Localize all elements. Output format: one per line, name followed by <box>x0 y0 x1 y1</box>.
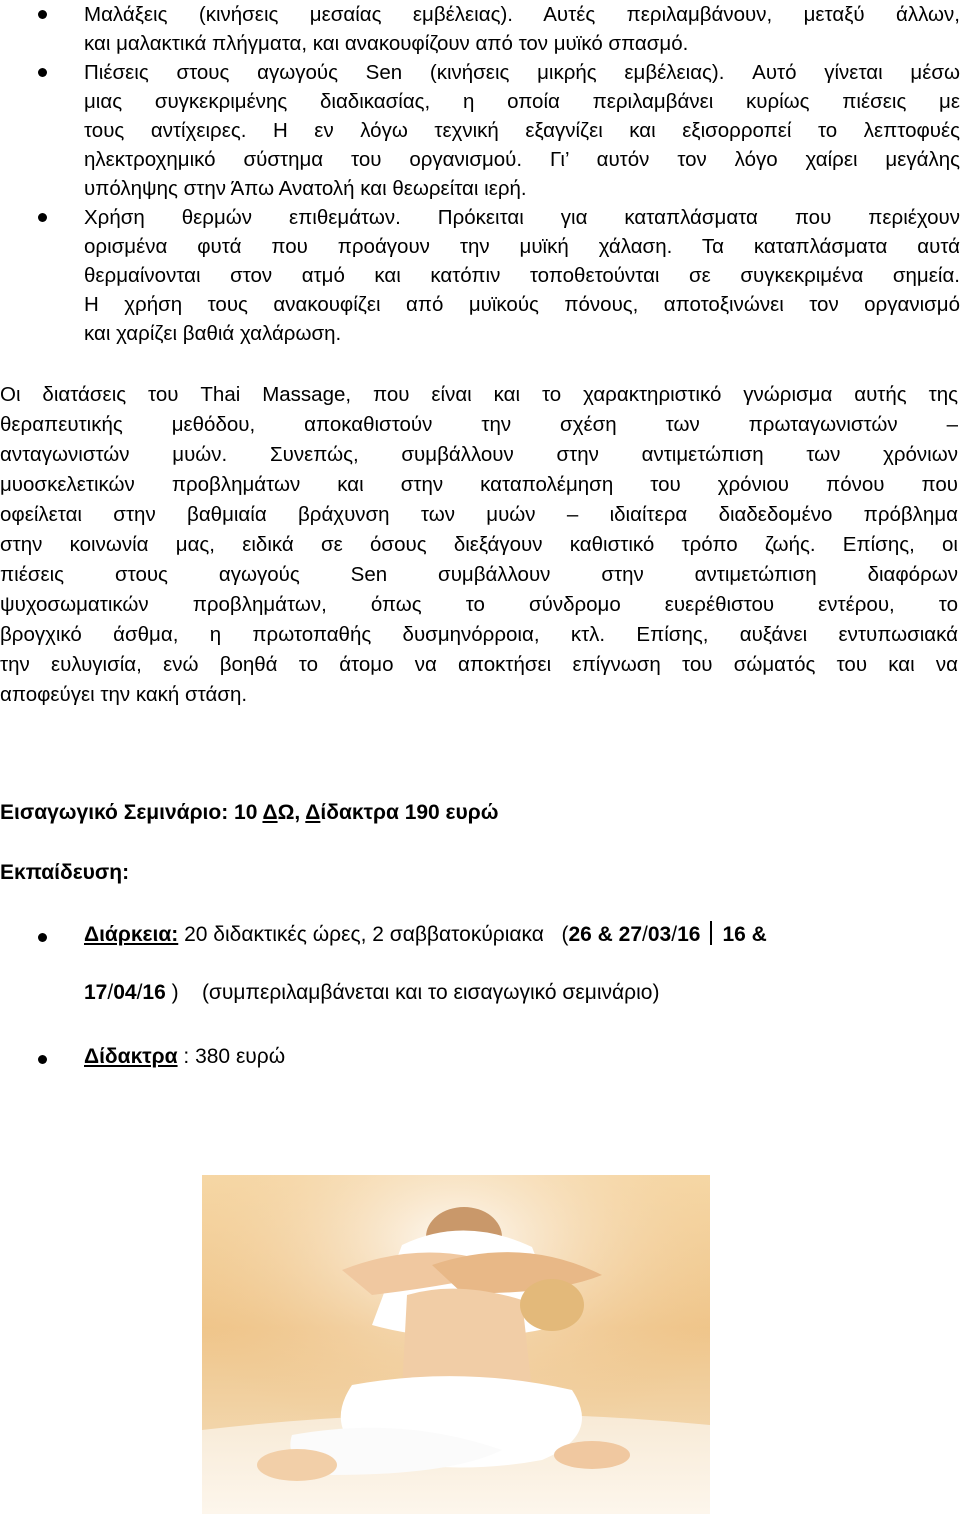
list-item-line: ηλεκτροχημικό σύστημα του οργανισμού. Γι’ αυτόν τον λόγο χαίρει μεγάλης <box>84 148 960 171</box>
separator-bar <box>710 921 712 945</box>
paragraph-line: μυοσκελετικών προβλημάτων και στην καταπολέμηση του χρόνιου πόνου που <box>0 473 958 496</box>
list-item-line: ορισμένα φυτά που προάγουν την μυϊκή χάλαση. Τα καταπλάσματα αυτά <box>84 235 960 258</box>
massage-illustration <box>202 1175 710 1514</box>
paragraph-line: βρογχικό άσθμα, η πρωτοπαθής δυσμηνόρροια, κτλ. Επίσης, αυξάνει εντυπωσιακά <box>0 623 958 646</box>
duration-date3-month: 04 <box>113 981 137 1004</box>
bullet-icon <box>38 10 47 19</box>
duration-line <box>84 920 938 950</box>
paragraph-line: ανταγωνιστών μυών. Συνεπώς, συμβάλλουν στην αντιμετώπιση των χρόνιων <box>0 443 958 466</box>
bullet-list-techniques <box>38 0 960 348</box>
bullet-icon <box>38 1055 47 1064</box>
list-item-line: υπόληψης στην Άπω Ανατολή και θεωρείται ιερή. <box>84 177 527 200</box>
paragraph-line: Οι διατάσεις του Thai Massage, που είναι και το χαρακτηριστικό γνώρισμα αυτής της <box>0 383 958 406</box>
list-item <box>38 58 960 203</box>
duration-line-2 <box>84 978 938 1008</box>
bullet-icon <box>38 933 47 942</box>
list-item-line: Η χρήση τους ανακουφίζει από μυϊκούς πόνους, αποτοξινώνει τον οργανισμό <box>84 293 960 316</box>
duration-date3-day: 17 <box>84 981 108 1004</box>
duration-slash: / <box>136 981 143 1004</box>
paragraph-line: αποφεύγει την κακή στάση. <box>0 683 248 706</box>
massage-photo <box>202 1175 710 1514</box>
duration-slash: / <box>642 923 648 946</box>
list-item-line: Μαλάξεις (κινήσεις μεσαίας εμβέλειας). Αυτές περιλαμβάνουν, μεταξύ άλλων, <box>84 3 960 26</box>
training-details-list <box>38 920 938 1072</box>
duration-close-paren: ) <box>165 981 179 1004</box>
list-item-line: και χαρίζει βαθιά χαλάρωση. <box>84 322 342 345</box>
list-item-line: μιας συγκεκριμένης διαδικασίας, η οποία περιλαμβάνει κυρίως πιέσεις με <box>84 90 960 113</box>
list-item-line: Χρήση θερμών επιθεμάτων. Πρόκειται για καταπλάσματα που περιέχουν <box>84 206 960 229</box>
list-item <box>38 203 960 348</box>
duration-slash: / <box>671 923 678 946</box>
bullet-icon <box>38 68 47 77</box>
duration-date3-year: 16 <box>142 981 166 1004</box>
bullet-icon <box>38 213 47 222</box>
seminar-fee-rest: ίδακτρα 190 ευρώ <box>320 801 499 824</box>
seminar-prefix: Εισαγωγικό Σεμινάριο: 10 <box>0 801 263 824</box>
duration-date1: 26 & 27 <box>568 923 643 946</box>
list-item-line: και μαλακτικά πλήγματα, και ανακουφίζουν από τον μυϊκό σπασμό. <box>84 32 689 55</box>
list-item-line: τους αντίχειρες. Η εν λόγω τεχνική εξαγνίζει και εξισορροπεί το λεπτοφυές <box>84 119 960 142</box>
seminar-hours-rest: Ω, <box>277 801 306 824</box>
duration-date1-month: 03 <box>647 923 672 946</box>
paragraph-line: οφείλεται στην βαθμιαία βράχυνση των μυών – ιδιαίτερα διαδεδομένο πρόβλημα <box>0 503 958 526</box>
duration-date2: 16 & <box>722 923 767 946</box>
duration-open-paren: ( <box>561 923 569 946</box>
duration-note: (συμπεριλαμβάνεται και το εισαγωγικό σεμινάριο) <box>201 981 660 1004</box>
seminar-heading <box>0 800 498 826</box>
fee-text: : 380 ευρώ <box>177 1045 286 1068</box>
list-item-line: θερμαίνονται στον ατμό και κατόπιν τοποθετούνται σε συγκεκριμένα σημεία. <box>84 264 960 287</box>
list-item-line: Πιέσεις στους αγωγούς Sen (κινήσεις μικρής εμβέλειας). Αυτό γίνεται μέσω <box>84 61 960 84</box>
seminar-hours-letter: Δ <box>262 801 278 824</box>
paragraph-line: στην κοινωνία μας, ειδικά σε όσους διεξάγουν καθιστικό τρόπο ζωής. Επίσης, οι <box>0 533 958 556</box>
fee-label: Δίδακτρα <box>84 1045 178 1068</box>
duration-date1-year: 16 <box>677 923 701 946</box>
body-paragraph <box>0 380 958 710</box>
fee-line <box>84 1042 938 1072</box>
training-heading: Εκπαίδευση: <box>0 861 130 884</box>
duration-label: Διάρκεια: <box>84 923 179 946</box>
list-item-fee <box>38 1042 938 1072</box>
duration-slash: / <box>107 981 114 1004</box>
list-item <box>38 0 960 58</box>
paragraph-line: την ευλυγισία, ενώ βοηθά το άτομο να αποκτήσει επίγνωση του σώματός του και να <box>0 653 958 676</box>
list-item-duration <box>38 920 938 1008</box>
paragraph-line: πιέσεις στους αγωγούς Sen συμβάλλουν στην αντιμετώπιση διαφόρων <box>0 563 958 586</box>
seminar-fee-letter: Δ <box>305 801 321 824</box>
paragraph-line: ψυχοσωματικών προβλημάτων, όπως το σύνδρομο ευερέθιστου εντέρου, το <box>0 593 958 616</box>
duration-text: 20 διδακτικές ώρες, 2 σαββατοκύριακα <box>178 923 544 946</box>
paragraph-line: θεραπευτικής μεθόδου, αποκαθιστούν την σχέση των πρωταγωνιστών – <box>0 413 958 436</box>
